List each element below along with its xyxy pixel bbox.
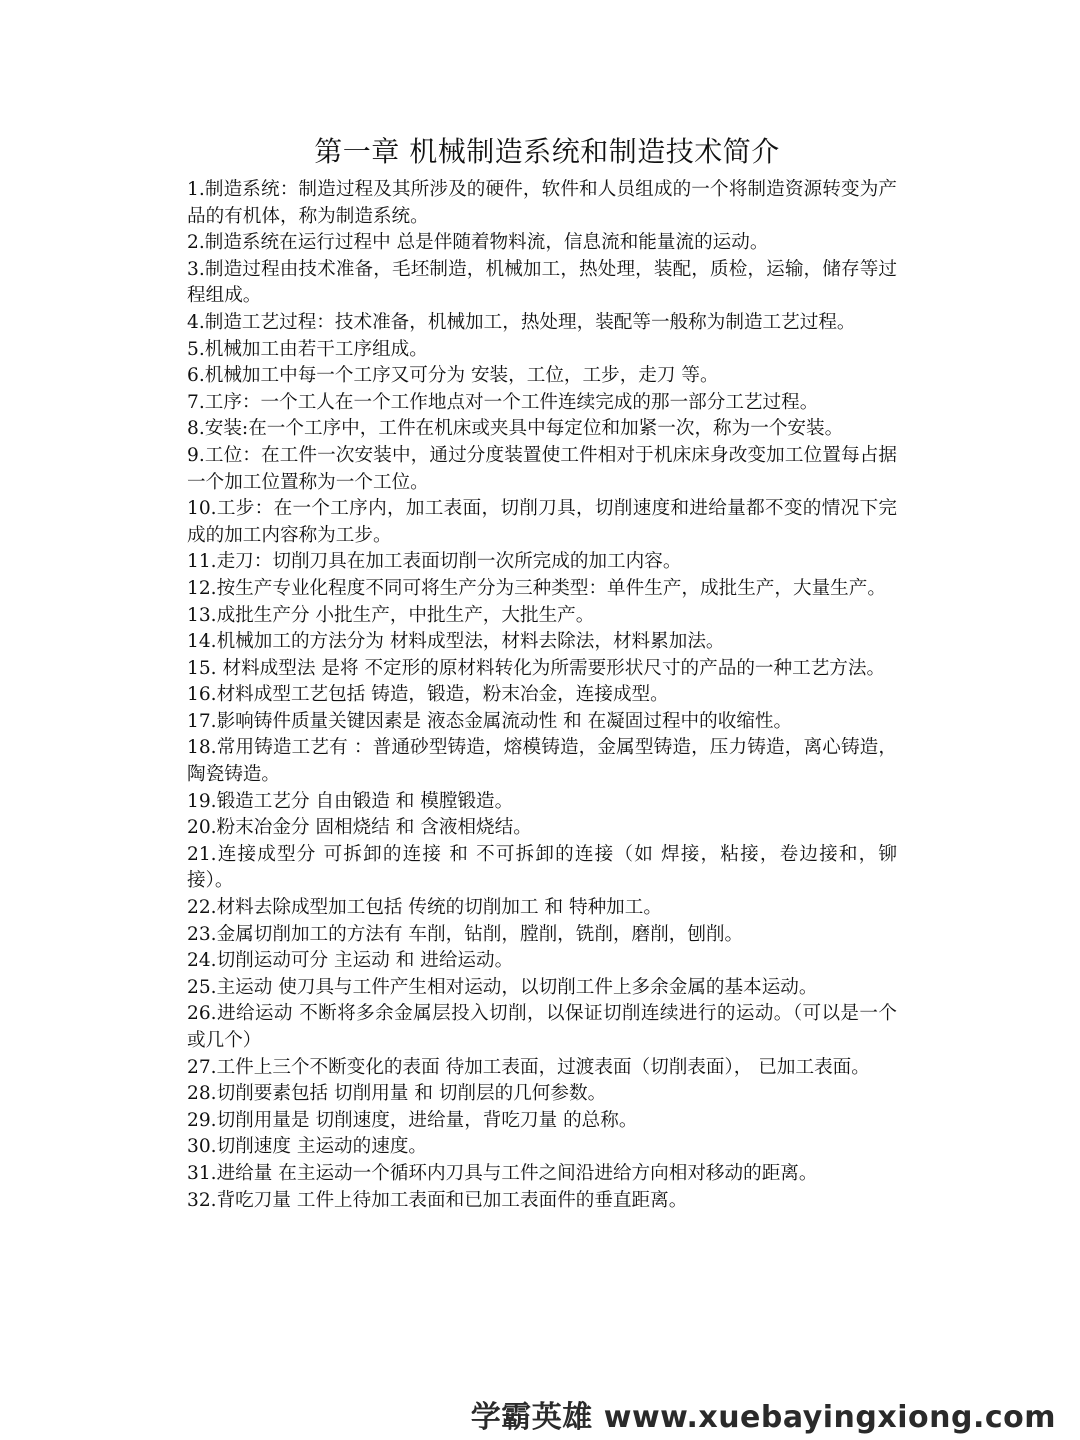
- list-item: 32.背吃刀量 工件上待加工表面和已加工表面件的垂直距离。: [187, 1189, 688, 1211]
- list-item: 11.走刀：切削刀具在加工表面切削一次所完成的加工内容。: [187, 551, 682, 573]
- list-item: 1.制造系统：制造过程及其所涉及的硬件，软件和人员组成的一个将制造资源转变为产品的有机体，称为制造系统。: [187, 179, 897, 227]
- list-item: 9.工位：在工件一次安装中，通过分度装置使工件相对于机床床身改变加工位置每占据一个加工位置称为一个工位。: [187, 444, 897, 493]
- list-item: 20.粉末冶金分 固相烧结 和 含液相烧结。: [187, 817, 532, 839]
- list-item: 7.工序：一个工人在一个工作地点对一个工件连续完成的那一部分工艺过程。: [187, 391, 819, 413]
- list-item: 16.材料成型工艺包括 铸造，锻造，粉末冶金，连接成型。: [187, 684, 669, 706]
- list-item: 15. 材料成型法 是将 不定形的原材料转化为所需要形状尺寸的产品的一种工艺方法。: [187, 657, 886, 679]
- list-item: 24.切削运动可分 主运动 和 进给运动。: [187, 950, 514, 972]
- list-item: 29.切削用量是 切削速度，进给量，背吃刀量 的总称。: [187, 1109, 638, 1131]
- list-item: 26.进给运动 不断将多余金属层投入切削，以保证切削连续进行的运动。（可以是一个或几个）: [187, 1003, 897, 1051]
- list-item: 17.影响铸件质量关键因素是 液态金属流动性 和 在凝固过程中的收缩性。: [187, 710, 793, 732]
- list-item: 13.成批生产分 小批生产，中批生产，大批生产。: [187, 604, 595, 626]
- list-item: 18.常用铸造工艺有 ：普通砂型铸造，熔模铸造，金属型铸造，压力铸造，离心铸造，陶瓷铸造。: [187, 737, 897, 786]
- list-item: 30.切削速度 主运动的速度。: [187, 1136, 428, 1158]
- list-item: 6.机械加工中每一个工序又可分为 安装，工位，工步，走刀 等。: [187, 365, 719, 387]
- list-item: 3.制造过程由技术准备，毛坯制造，机械加工，热处理，装配，质检，运输，储存等过程组成。: [187, 258, 897, 307]
- list-item: 19.锻造工艺分 自由锻造 和 模膛锻造。: [187, 790, 514, 812]
- list-item: 2.制造系统在运行过程中 总是伴随着物料流，信息流和能量流的运动。: [187, 232, 769, 254]
- list-item: 8.安装:在一个工序中，工件在机床或夹具中每定位和加紧一次，称为一个安装。: [187, 418, 844, 440]
- list-item: 22.材料去除成型加工包括 传统的切削加工 和 特种加工。: [187, 897, 662, 919]
- chapter-title: 第一章 机械制造系统和制造技术简介: [314, 135, 780, 168]
- list-item: 25.主运动 使刀具与工件产生相对运动，以切削工件上多余金属的基本运动。: [187, 976, 818, 998]
- list-item: 4.制造工艺过程：技术准备，机械加工，热处理，装配等一般称为制造工艺过程。: [187, 311, 856, 333]
- content-list: [187, 177, 897, 1214]
- list-item: 31.进给量 在主运动一个循环内刀具与工件之间沿进给方向相对移动的距离。: [187, 1162, 818, 1184]
- watermark: 学霸英雄 www.xuebayingxiong.com: [470, 1400, 1056, 1435]
- list-item: 28.切削要素包括 切削用量 和 切削层的几何参数。: [187, 1083, 607, 1105]
- list-item: 21.连接成型分 可拆卸的连接 和 不可拆卸的连接（如 焊接，粘接，卷边接和，铆接）。: [187, 843, 897, 892]
- list-item: 12.按生产专业化程度不同可将生产分为三种类型：单件生产，成批生产，大量生产。: [187, 577, 886, 599]
- list-item: 10.工步：在一个工序内，加工表面，切削刀具，切削速度和进给量都不变的情况下完成的加工内容称为工步。: [187, 498, 897, 546]
- list-item: 27.工件上三个不断变化的表面 待加工表面，过渡表面（切削表面）， 已加工表面。: [187, 1056, 870, 1078]
- list-item: 14.机械加工的方法分为 材料成型法，材料去除法，材料累加法。: [187, 631, 725, 653]
- list-item: 5.机械加工由若干工序组成。: [187, 338, 428, 360]
- list-item: 23.金属切削加工的方法有 车削，钻削，膛削，铣削，磨削，刨削。: [187, 923, 744, 945]
